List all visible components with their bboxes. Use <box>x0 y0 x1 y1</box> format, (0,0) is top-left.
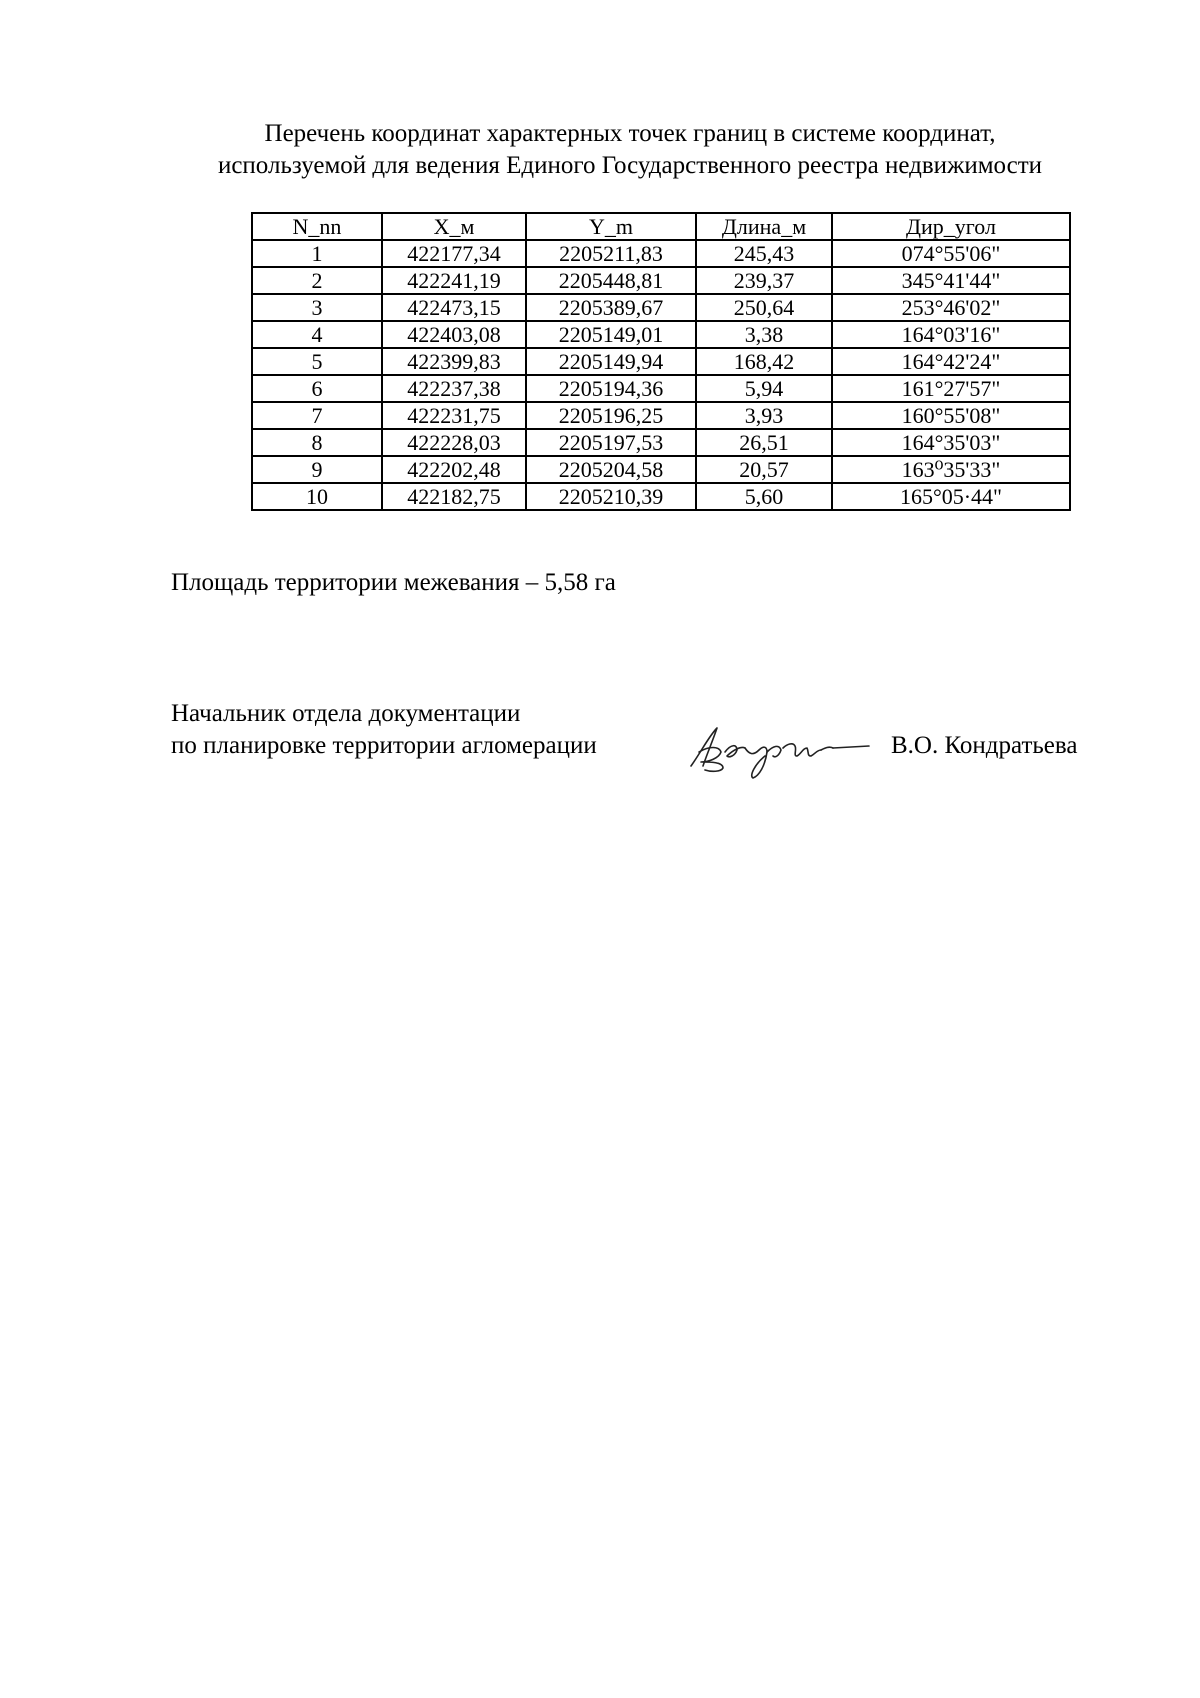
cell-y: 2205211,83 <box>526 240 696 267</box>
cell-x: 422241,19 <box>382 267 526 294</box>
handwritten-signature <box>683 722 873 780</box>
cell-y: 2205197,53 <box>526 429 696 456</box>
cell-x: 422228,03 <box>382 429 526 456</box>
table-row <box>252 294 1070 321</box>
cell-y: 2205389,67 <box>526 294 696 321</box>
cell-length: 250,64 <box>696 294 832 321</box>
cell-length: 20,57 <box>696 456 832 483</box>
cell-direction-angle: 253°46'02" <box>832 294 1070 321</box>
cell-direction-angle: 164°42'24" <box>832 348 1070 375</box>
cell-length: 3,93 <box>696 402 832 429</box>
document-title-line-2: используемой для ведения Единого Государственного реестра недвижимости <box>217 152 1043 179</box>
cell-length: 3,38 <box>696 321 832 348</box>
cell-direction-angle: 345°41'44" <box>832 267 1070 294</box>
cell-length: 245,43 <box>696 240 832 267</box>
cell-direction-angle: 161°27'57" <box>832 375 1070 402</box>
cell-point-number: 5 <box>252 348 382 375</box>
coordinates-table-header <box>252 213 1070 240</box>
cell-point-number: 9 <box>252 456 382 483</box>
coordinates-table <box>251 212 1071 511</box>
table-row <box>252 483 1070 510</box>
cell-x: 422399,83 <box>382 348 526 375</box>
cell-point-number: 8 <box>252 429 382 456</box>
signer-position-line-2: по планировке территории агломерации <box>171 732 597 759</box>
cell-length: 26,51 <box>696 429 832 456</box>
cell-point-number: 7 <box>252 402 382 429</box>
header-cell-x: X_м <box>382 213 526 240</box>
cell-length: 5,94 <box>696 375 832 402</box>
signer-position-line-1: Начальник отдела документации <box>171 700 521 727</box>
cell-x: 422231,75 <box>382 402 526 429</box>
header-cell-y: Y_m <box>526 213 696 240</box>
cell-direction-angle: 164°03'16" <box>832 321 1070 348</box>
table-row <box>252 429 1070 456</box>
header-cell-length: Длина_м <box>696 213 832 240</box>
cell-y: 2205196,25 <box>526 402 696 429</box>
cell-x: 422237,38 <box>382 375 526 402</box>
cell-point-number: 2 <box>252 267 382 294</box>
cell-direction-angle: 165°05·44" <box>832 483 1070 510</box>
cell-x: 422177,34 <box>382 240 526 267</box>
header-cell-point-number: N_nn <box>252 213 382 240</box>
signature-block <box>171 698 1121 788</box>
area-statement: Площадь территории межевания – 5,58 га <box>171 569 616 596</box>
header-cell-direction-angle: Дир_угол <box>832 213 1070 240</box>
cell-point-number: 10 <box>252 483 382 510</box>
cell-y: 2205204,58 <box>526 456 696 483</box>
table-row <box>252 240 1070 267</box>
coordinates-table-body <box>252 240 1070 510</box>
cell-y: 2205194,36 <box>526 375 696 402</box>
cell-length: 168,42 <box>696 348 832 375</box>
cell-length: 5,60 <box>696 483 832 510</box>
cell-x: 422182,75 <box>382 483 526 510</box>
cell-y: 2205149,94 <box>526 348 696 375</box>
table-row <box>252 348 1070 375</box>
header-row <box>252 213 1070 240</box>
signer-name: В.О. Кондратьева <box>891 732 1078 759</box>
cell-point-number: 4 <box>252 321 382 348</box>
document-title-line-1: Перечень координат характерных точек границ в системе координат, <box>264 120 996 147</box>
cell-x: 422473,15 <box>382 294 526 321</box>
table-row <box>252 402 1070 429</box>
document-title <box>0 118 1200 182</box>
table-row <box>252 267 1070 294</box>
cell-point-number: 3 <box>252 294 382 321</box>
cell-y: 2205149,01 <box>526 321 696 348</box>
cell-direction-angle: 160°55'08" <box>832 402 1070 429</box>
cell-y: 2205448,81 <box>526 267 696 294</box>
cell-x: 422202,48 <box>382 456 526 483</box>
table-row <box>252 321 1070 348</box>
table-row <box>252 456 1070 483</box>
cell-point-number: 6 <box>252 375 382 402</box>
cell-direction-angle: 163⁰35'33" <box>832 456 1070 483</box>
cell-direction-angle: 074°55'06" <box>832 240 1070 267</box>
cell-point-number: 1 <box>252 240 382 267</box>
table-row <box>252 375 1070 402</box>
signer-position <box>171 698 597 762</box>
cell-y: 2205210,39 <box>526 483 696 510</box>
cell-x: 422403,08 <box>382 321 526 348</box>
cell-direction-angle: 164°35'03" <box>832 429 1070 456</box>
cell-length: 239,37 <box>696 267 832 294</box>
